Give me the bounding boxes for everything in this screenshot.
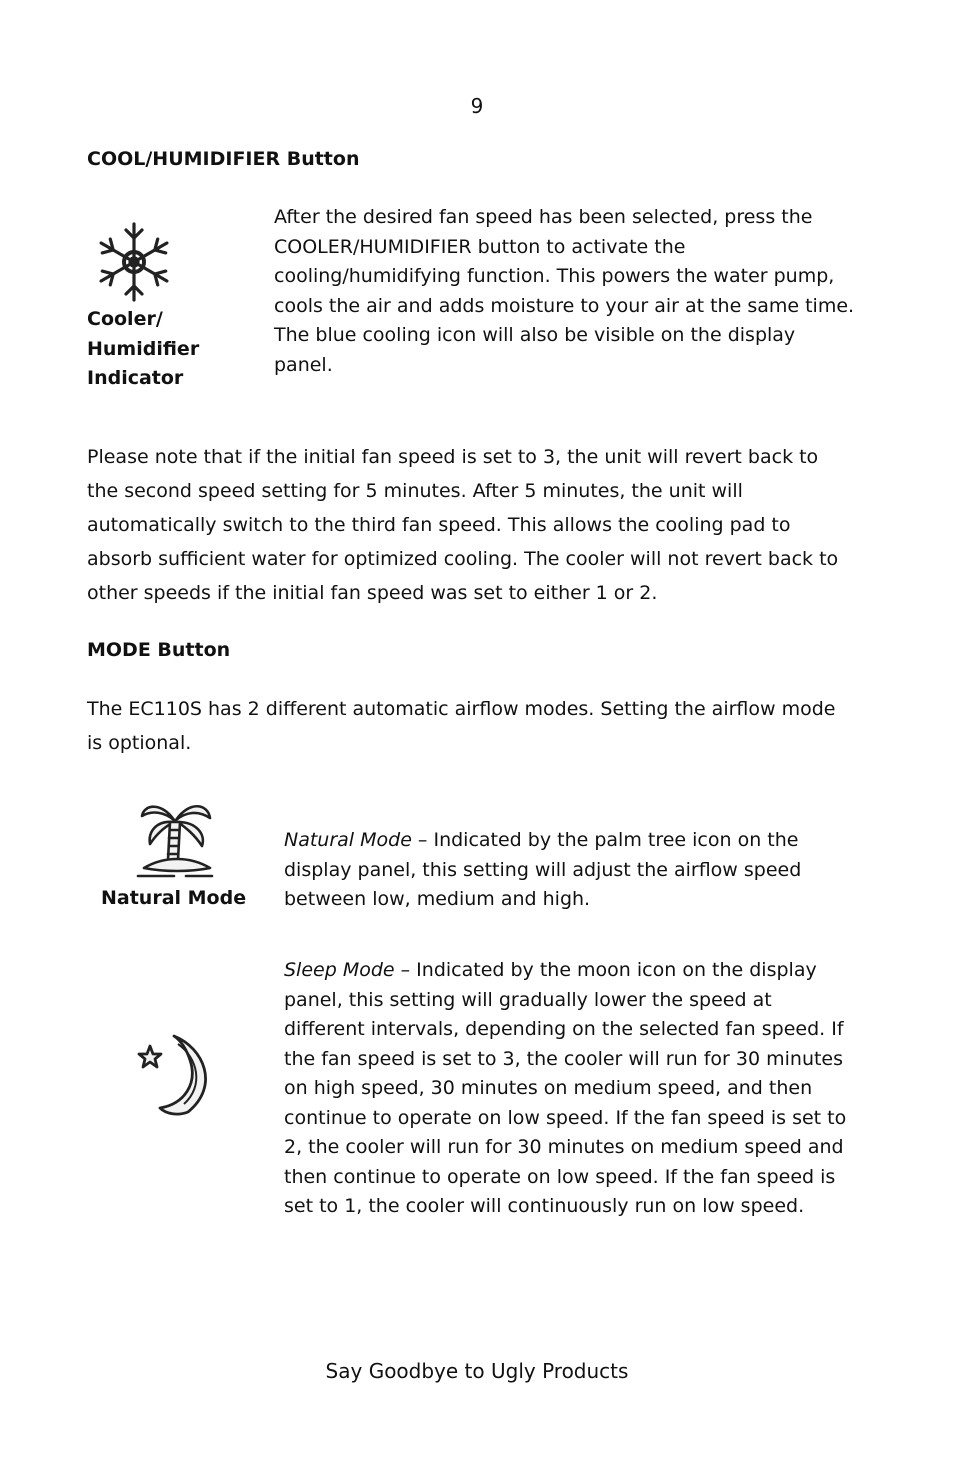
snowflake-icon bbox=[92, 220, 176, 304]
fan-speed-note: Please note that if the initial fan speed is set to 3, the unit will revert back to the second speed setting for 5 minutes. After 5 minutes, the unit will automatically switch to the third fan speed. This allows the cooling pad to absorb sufficient water for optimized cooling. The cooler will not revert back to other speeds if the initial fan speed was set to either 1 or 2. bbox=[87, 446, 839, 604]
cooler-humidifier-indicator-label: Cooler/ Humidifier Indicator bbox=[87, 308, 200, 389]
sleep-mode-description: Sleep Mode – Indicated by the moon icon on the display panel, this setting will gradually lower the speed at different intervals, depending on the selected fan speed. If the fan speed is set to 3, the cooler will run for 30 minutes on high speed, 30 minutes on medium speed, and then continue to operate on low speed. If the fan speed is set to 2, the cooler will run for 30 minutes on medium speed and then continue to operate on low speed. If the fan speed is set to 1, the cooler will continuously run on low speed. bbox=[284, 959, 847, 1217]
cool-humidifier-description: After the desired fan speed has been selected, press the COOLER/HUMIDIFIER button to activate the cooling/humidifying function. This powers the water pump, cools the air and adds moisture to your air at the same time. The blue cooling icon will also be visible on the display panel. bbox=[274, 206, 855, 376]
cool-humidifier-heading: COOL/HUMIDIFIER Button bbox=[87, 148, 360, 170]
moon-icon bbox=[134, 1030, 218, 1116]
mode-intro: The EC110S has 2 different automatic airflow modes. Setting the airflow mode is optional. bbox=[87, 698, 836, 754]
palm-tree-icon bbox=[134, 798, 216, 882]
sleep-mode-title: Sleep Mode bbox=[284, 959, 395, 981]
page-footer: Say Goodbye to Ugly Products bbox=[325, 1359, 629, 1383]
natural-mode-description: Natural Mode – Indicated by the palm tree icon on the display panel, this setting will adjust the airflow speed between low, medium and high. bbox=[284, 829, 802, 910]
natural-mode-title: Natural Mode bbox=[284, 829, 412, 851]
mode-button-heading: MODE Button bbox=[87, 639, 231, 661]
page-number: 9 bbox=[470, 94, 484, 118]
natural-mode-label: Natural Mode bbox=[101, 887, 247, 909]
